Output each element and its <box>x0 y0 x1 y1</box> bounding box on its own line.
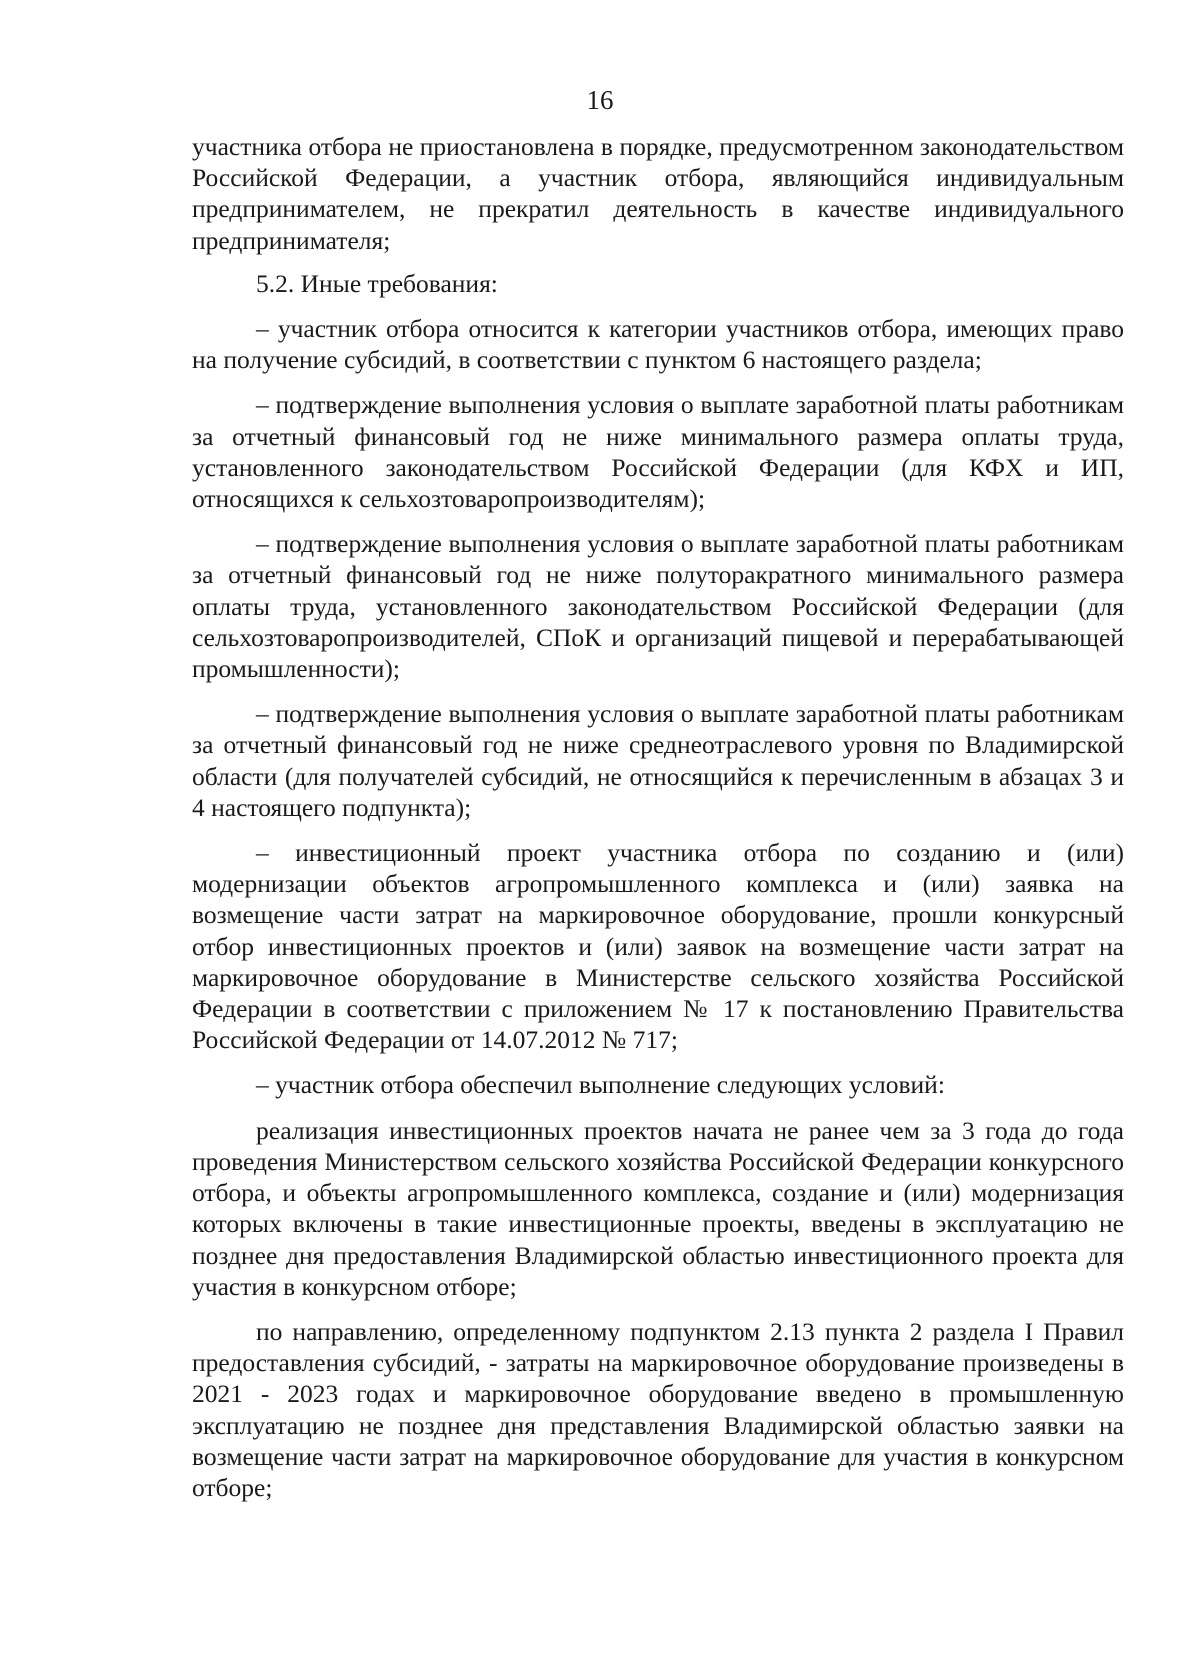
paragraph-requirement-wage-average: – подтверждение выполнения условия о выплате заработной платы работникам за отчетный финансовый год не ниже среднеотраслевого уровня по Владимирской области (для получателей субсидий, не относящийся к перечисленным в абзацах 3 и 4 настоящего подпункта); <box>192 699 1124 822</box>
paragraph-continuation: участника отбора не приостановлена в порядке, предусмотренном законодательством Российской Федерации, а участник отбора, являющийся индивидуальным предпринимателем, не прекратил деятельность в качестве индивидуального предпринимателя; <box>192 132 1124 255</box>
paragraph-requirement-category: – участник отбора относится к категории участников отбора, имеющих право на получение субсидий, в соответствии с пунктом 6 настоящего раздела; <box>192 314 1124 375</box>
paragraph-condition-marking-equipment: по направлению, определенному подпунктом 2.13 пункта 2 раздела I Правил предоставления субсидий, - затраты на маркировочное оборудование произведены в 2021 - 2023 годах и маркировочное оборудование введено в промышленную эксплуатацию не позднее дня представления Владимирской областью заявки на возмещение части затрат на маркировочное оборудование для участия в конкурсном отборе; <box>192 1316 1124 1502</box>
paragraph-condition-implementation: реализация инвестиционных проектов начата не ранее чем за 3 года до года проведения Министерством сельского хозяйства Российской Федерации конкурсного отбора, и объекты агропромышленного комплекса, создание и (или) модернизация которых включены в такие инвестиционные проекты, введены в эксплуатацию не позднее дня предоставления Владимирской областью инвестиционного проекта для участия в конкурсном отборе; <box>192 1115 1124 1301</box>
section-heading-5-2: 5.2. Иные требования: <box>256 268 498 298</box>
page-number: 16 <box>586 85 614 115</box>
paragraph-requirement-wage-one-and-half: – подтверждение выполнения условия о выплате заработной платы работникам за отчетный финансовый год не ниже полуторакратного минимального размера оплаты труда, установленного законодательством Российской Федерации (для сельхозтоваропроизводителей, СПоК и организаций пищевой и перерабатывающей промышленности); <box>192 529 1124 684</box>
document-body <box>192 131 1124 1517</box>
paragraph-requirement-investment-project: – инвестиционный проект участника отбора по созданию и (или) модернизации объектов агропромышленного комплекса и (или) заявка на возмещение части затрат на маркировочное оборудование, прошли конкурсный отбор инвестиционных проектов и (или) заявок на возмещение части затрат на маркировочное оборудование в Министерстве сельского хозяйства Российской Федерации в соответствии с приложением № 17 к постановлению Правительства Российской Федерации от 14.07.2012 № 717; <box>192 838 1124 1055</box>
paragraph-requirement-wage-min: – подтверждение выполнения условия о выплате заработной платы работникам за отчетный финансовый год не ниже минимального размера оплаты труда, установленного законодательством Российской Федерации (для КФХ и ИП, относящихся к сельхозтоваропроизводителям); <box>192 390 1124 514</box>
paragraph-requirement-conditions: – участник отбора обеспечил выполнение следующих условий: <box>256 1070 945 1100</box>
